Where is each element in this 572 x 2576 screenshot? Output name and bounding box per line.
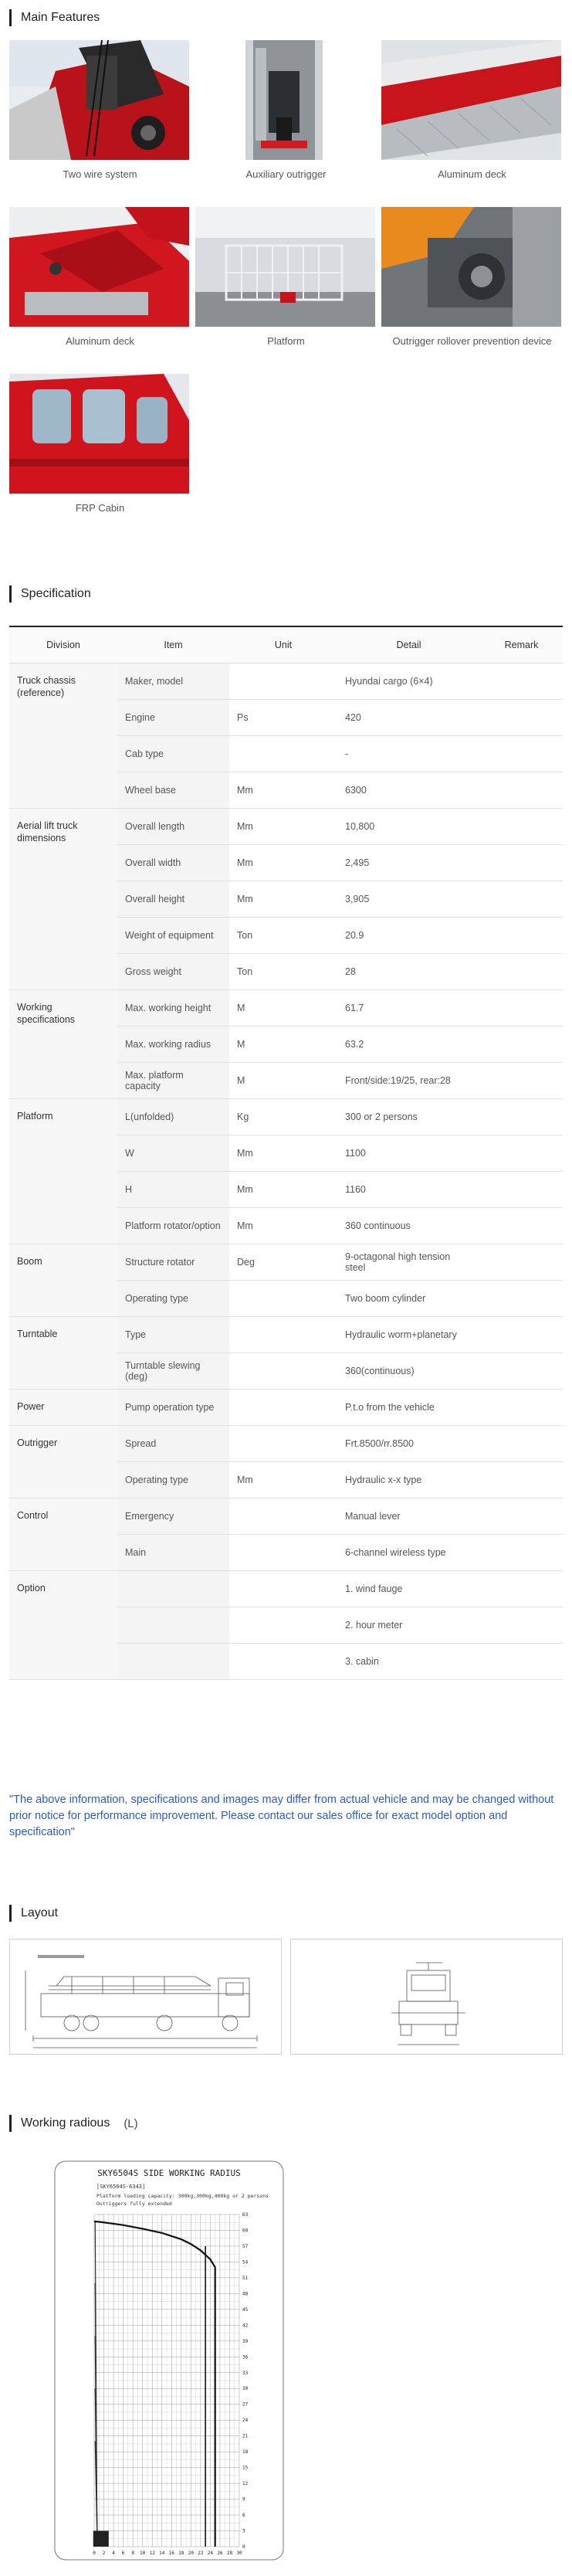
feature-caption: Auxiliary outrigger	[245, 168, 327, 180]
spec-division: Platform	[9, 1098, 117, 1244]
spec-item: Max. working radius	[117, 1026, 229, 1062]
feature-card[interactable]	[195, 40, 377, 182]
spec-detail: 3,905	[337, 881, 480, 917]
spec-item: Main	[117, 1534, 229, 1570]
spec-unit	[229, 735, 337, 772]
spec-row	[9, 1570, 563, 1607]
spec-unit	[229, 1425, 337, 1461]
feature-photo-aluminum-deck	[381, 40, 561, 160]
spec-item: Cab type	[117, 735, 229, 772]
spec-item: Spread	[117, 1425, 229, 1461]
spec-detail: 1100	[337, 1135, 480, 1171]
feature-caption: Two wire system	[63, 168, 137, 180]
spec-unit	[229, 1280, 337, 1316]
x-tick-label: 6	[121, 2551, 125, 2556]
spec-remark	[480, 1062, 563, 1098]
spec-unit: Mm	[229, 1461, 337, 1498]
spec-unit: Kg	[229, 1098, 337, 1135]
spec-row	[9, 663, 563, 699]
spec-item: Overall height	[117, 881, 229, 917]
chart-subtitle: [SKY6504S-6343]	[96, 2184, 146, 2190]
spec-notice-text: "The above information, specifications and images may differ from actual vehicle and may be changed without prior notice for performance improvement. Please contact our sales office for exact model option and specification"	[9, 1794, 554, 1838]
y-tick-label: 9	[242, 2496, 245, 2503]
spec-detail: 6300	[337, 772, 480, 808]
chart-capacity-note: Platform loading capacity: 300kg,300kg,400kg or 2 persons	[96, 2193, 269, 2199]
spec-detail: Two boom cylinder	[337, 1280, 480, 1316]
spec-detail: Hyundai cargo (6×4)	[337, 663, 480, 699]
spec-detail: Hydraulic x-x type	[337, 1461, 480, 1498]
x-tick-label: 2	[102, 2551, 106, 2556]
spec-item: Type	[117, 1316, 229, 1352]
x-tick-label: 0	[93, 2551, 96, 2556]
x-tick-label: 24	[207, 2551, 214, 2556]
specification-title-text: Specification	[21, 587, 91, 600]
spec-detail: 63.2	[337, 1026, 480, 1062]
spec-remark	[480, 1607, 563, 1643]
spec-unit	[229, 1570, 337, 1607]
layout-rear-view[interactable]	[290, 1939, 563, 2055]
y-tick-label: 12	[242, 2481, 249, 2487]
spec-unit: Mm	[229, 808, 337, 844]
feature-photo-aluminum-deck-2	[9, 207, 189, 327]
specification-title	[9, 585, 91, 602]
x-tick-label: 30	[236, 2551, 242, 2556]
y-tick-label: 48	[242, 2291, 249, 2297]
spec-header-row	[9, 627, 563, 663]
feature-photo-two-wire	[9, 40, 189, 160]
spec-header-detail: Detail	[337, 627, 480, 663]
spec-detail: 28	[337, 953, 480, 989]
spec-row	[9, 1316, 563, 1352]
y-tick-label: 21	[242, 2433, 249, 2439]
spec-item: Maker, model	[117, 663, 229, 699]
feature-caption: FRP Cabin	[75, 502, 125, 514]
spec-detail: 10,800	[337, 808, 480, 844]
feature-card[interactable]	[195, 207, 377, 348]
spec-division: Aerial lift truck dimensions	[9, 808, 117, 989]
spec-row	[9, 808, 563, 844]
x-tick-label: 10	[140, 2551, 146, 2556]
spec-division: Turntable	[9, 1316, 117, 1389]
spec-item	[117, 1607, 229, 1643]
y-tick-label: 42	[242, 2323, 249, 2329]
layout-side-view[interactable]	[9, 1939, 282, 2055]
spec-notice	[9, 1792, 563, 1841]
spec-item: Engine	[117, 699, 229, 735]
y-tick-label: 24	[242, 2418, 249, 2424]
feature-caption: Aluminum deck	[66, 335, 134, 347]
spec-item: Max. working height	[117, 989, 229, 1026]
main-features-title-text: Main Features	[21, 11, 100, 24]
spec-item: Pump operation type	[117, 1389, 229, 1425]
y-tick-label: 27	[242, 2401, 249, 2408]
chart-outrigger-note: Outriggers fully extended	[96, 2201, 172, 2207]
spec-item: Platform rotator/option	[117, 1207, 229, 1244]
y-tick-label: 45	[242, 2306, 249, 2313]
spec-unit: M	[229, 1026, 337, 1062]
working-radius-chart	[54, 2160, 284, 2561]
x-tick-label: 14	[159, 2551, 165, 2556]
feature-card[interactable]	[9, 207, 191, 348]
spec-unit: Ton	[229, 917, 337, 953]
x-tick-label: 18	[178, 2551, 184, 2556]
y-tick-label: 18	[242, 2449, 249, 2456]
chart-title: SKY6504S SIDE WORKING RADIUS	[97, 2168, 241, 2178]
spec-detail: 1160	[337, 1171, 480, 1207]
spec-detail: 300 or 2 persons	[337, 1098, 480, 1135]
spec-detail: 2. hour meter	[337, 1607, 480, 1643]
spec-detail: 1. wind fauge	[337, 1570, 480, 1607]
spec-item: Gross weight	[117, 953, 229, 989]
spec-remark	[480, 1135, 563, 1171]
spec-division: Working specifications	[9, 989, 117, 1098]
spec-item: W	[117, 1135, 229, 1171]
spec-unit	[229, 1316, 337, 1352]
spec-unit	[229, 1534, 337, 1570]
spec-unit: Mm	[229, 844, 337, 881]
spec-item: Wheel base	[117, 772, 229, 808]
spec-remark	[480, 772, 563, 808]
spec-unit: Mm	[229, 772, 337, 808]
y-tick-label: 51	[242, 2275, 249, 2281]
spec-unit	[229, 1389, 337, 1425]
y-tick-label: 39	[242, 2338, 249, 2344]
spec-unit	[229, 663, 337, 699]
main-features-title	[9, 9, 100, 26]
spec-item	[117, 1570, 229, 1607]
spec-row	[9, 1425, 563, 1461]
spec-unit	[229, 1643, 337, 1679]
spec-division: Boom	[9, 1244, 117, 1316]
truck-base-mark	[93, 2531, 109, 2547]
spec-detail: Front/side:19/25, rear:28	[337, 1062, 480, 1098]
spec-body	[9, 663, 563, 1679]
spec-remark	[480, 917, 563, 953]
spec-item: Overall length	[117, 808, 229, 844]
spec-item: Operating type	[117, 1461, 229, 1498]
spec-remark	[480, 735, 563, 772]
spec-remark	[480, 989, 563, 1026]
feature-card[interactable]	[381, 40, 563, 182]
spec-detail: Hydraulic worm+planetary	[337, 1316, 480, 1352]
spec-row	[9, 1498, 563, 1534]
layout-title	[9, 1905, 58, 1922]
spec-item: Turntable slewing (deg)	[117, 1352, 229, 1389]
y-tick-label: 30	[242, 2386, 249, 2392]
spec-detail: P.t.o from the vehicle	[337, 1389, 480, 1425]
spec-remark	[480, 1461, 563, 1498]
spec-remark	[480, 1171, 563, 1207]
spec-detail: 420	[337, 699, 480, 735]
x-tick-label: 12	[149, 2551, 155, 2556]
spec-header-item: Item	[117, 627, 229, 663]
y-tick-label: 3	[242, 2528, 245, 2534]
x-tick-label: 8	[131, 2551, 134, 2556]
spec-division: Outrigger	[9, 1425, 117, 1498]
spec-division: Control	[9, 1498, 117, 1570]
x-tick-label: 28	[226, 2551, 233, 2556]
spec-detail: 2,495	[337, 844, 480, 881]
spec-item: Max. platform capacity	[117, 1062, 229, 1098]
y-tick-label: 36	[242, 2354, 249, 2360]
spec-unit: Mm	[229, 881, 337, 917]
spec-row	[9, 1244, 563, 1280]
feature-photo-auxiliary-outrigger	[195, 40, 375, 160]
x-tick-label: 20	[188, 2551, 194, 2556]
spec-remark	[480, 1098, 563, 1135]
x-tick-label: 26	[217, 2551, 223, 2556]
working-radius-subtitle: (L)	[124, 2116, 138, 2130]
spec-remark	[480, 1352, 563, 1389]
spec-remark	[480, 1570, 563, 1607]
feature-caption: Platform	[267, 335, 305, 347]
spec-row	[9, 1098, 563, 1135]
working-radius-svg	[54, 2160, 284, 2561]
feature-card[interactable]	[9, 40, 191, 182]
spec-unit: Mm	[229, 1207, 337, 1244]
spec-row	[9, 1389, 563, 1425]
specification-table	[9, 626, 563, 1680]
y-tick-label: 6	[242, 2513, 245, 2519]
spec-detail: 6-channel wireless type	[337, 1534, 480, 1570]
spec-remark	[480, 1316, 563, 1352]
rear-view-drawing	[291, 1940, 563, 2055]
spec-remark	[480, 1425, 563, 1461]
spec-header-unit: Unit	[229, 627, 337, 663]
spec-item: Emergency	[117, 1498, 229, 1534]
spec-unit: Mm	[229, 1171, 337, 1207]
spec-item: Weight of equipment	[117, 917, 229, 953]
feature-card[interactable]	[381, 207, 563, 348]
y-tick-label: 15	[242, 2465, 249, 2471]
feature-photo-frp-cabin	[9, 374, 189, 494]
spec-remark	[480, 1534, 563, 1570]
spec-remark	[480, 881, 563, 917]
spec-unit: Ps	[229, 699, 337, 735]
spec-remark	[480, 1389, 563, 1425]
spec-row	[9, 989, 563, 1026]
spec-remark	[480, 663, 563, 699]
spec-unit: M	[229, 989, 337, 1026]
spec-unit: Mm	[229, 1135, 337, 1171]
feature-photo-platform	[195, 207, 375, 327]
spec-detail: 9-octagonal high tension steel	[337, 1244, 480, 1280]
feature-card[interactable]	[9, 374, 191, 515]
spec-detail: 61.7	[337, 989, 480, 1026]
spec-header-remark: Remark	[480, 627, 563, 663]
spec-item: L(unfolded)	[117, 1098, 229, 1135]
spec-remark	[480, 1643, 563, 1679]
spec-unit	[229, 1498, 337, 1534]
x-tick-label: 4	[112, 2551, 115, 2556]
spec-remark	[480, 1244, 563, 1280]
working-radius-title	[9, 2115, 138, 2132]
spec-unit: Deg	[229, 1244, 337, 1280]
spec-unit	[229, 1352, 337, 1389]
spec-item: Overall width	[117, 844, 229, 881]
spec-division: Power	[9, 1389, 117, 1425]
working-radius-title-text: Working radious	[21, 2116, 110, 2130]
spec-header-division: Division	[9, 627, 117, 663]
x-tick-label: 16	[168, 2551, 174, 2556]
spec-detail: 360 continuous	[337, 1207, 480, 1244]
feature-caption: Outrigger rollover prevention device	[392, 335, 552, 347]
spec-remark	[480, 1207, 563, 1244]
y-tick-label: 63	[242, 2212, 249, 2218]
feature-photo-outrigger-rollover	[381, 207, 561, 327]
spec-detail: 3. cabin	[337, 1643, 480, 1679]
spec-unit: Ton	[229, 953, 337, 989]
spec-division: Option	[9, 1570, 117, 1679]
y-tick-label: 54	[242, 2259, 249, 2265]
spec-division: Truck chassis (reference)	[9, 663, 117, 808]
spec-remark	[480, 808, 563, 844]
spec-item: H	[117, 1171, 229, 1207]
spec-detail: -	[337, 735, 480, 772]
y-tick-label: 60	[242, 2228, 249, 2234]
spec-remark	[480, 1026, 563, 1062]
spec-remark	[480, 1498, 563, 1534]
spec-detail: 20.9	[337, 917, 480, 953]
spec-item	[117, 1643, 229, 1679]
spec-item: Operating type	[117, 1280, 229, 1316]
spec-detail: Frt.8500/rr.8500	[337, 1425, 480, 1461]
y-tick-label: 33	[242, 2370, 249, 2376]
spec-unit	[229, 1607, 337, 1643]
spec-item: Structure rotator	[117, 1244, 229, 1280]
feature-caption: Aluminum deck	[438, 168, 506, 180]
spec-remark	[480, 699, 563, 735]
layout-title-text: Layout	[21, 1906, 59, 1919]
spec-detail: Manual lever	[337, 1498, 480, 1534]
side-view-drawing	[10, 1940, 282, 2055]
spec-remark	[480, 953, 563, 989]
y-tick-label: 57	[242, 2243, 249, 2249]
spec-unit: M	[229, 1062, 337, 1098]
x-tick-label: 22	[198, 2551, 204, 2556]
spec-detail: 360(continuous)	[337, 1352, 480, 1389]
y-tick-label: 0	[242, 2544, 245, 2550]
spec-remark	[480, 844, 563, 881]
spec-remark	[480, 1280, 563, 1316]
